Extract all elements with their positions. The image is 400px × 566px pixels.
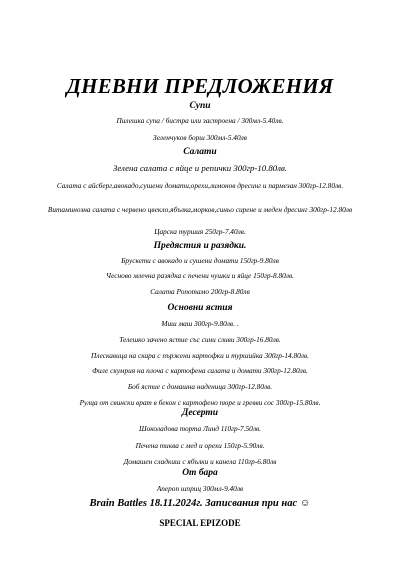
menu-item: Рулца от свински врат в бекон с картофено пюре и гревви сос 300гр-15.80лв. (79, 398, 321, 407)
menu-item: Миш маш 300гр-9.80лв. . (161, 319, 239, 328)
menu-item: Царска туршия 250гр-7.40лв. (154, 227, 246, 236)
section-heading-mains: Основни ястия (167, 303, 233, 313)
section-heading-soups: Супи (189, 101, 211, 111)
special-episode-label: SPECIAL EPIZODE (159, 518, 241, 528)
menu-item: Боб ястие с домашна наденица 300гр-12.80лв. (127, 382, 273, 391)
page-title: ДНЕВНИ ПРЕДЛОЖЕНИЯ (66, 74, 334, 98)
section-heading-starters: Предястия и разядки. (153, 241, 247, 251)
section-heading-salads: Салати (183, 147, 217, 157)
menu-item: Пилешка супа / бистра или застроена / 300мл-5.40лв. (116, 116, 284, 125)
menu-item: Домашен сладкиш с ябълки и канела 110гр-6.80лв (123, 457, 277, 466)
event-announcement: Brain Battles 18.11.2024г. Записвания при нас ☺ (89, 498, 311, 509)
menu-item: Салата Ропотамо 200гр-8.80лв (150, 287, 250, 296)
menu-item: Филе скумрия на плоча с картофена салата и домати 300гр-12.80лв. (92, 366, 308, 375)
menu-item: Шоколадова торта Линд 110гр-7.50лв. (138, 424, 261, 433)
menu-item: Плескавица на скара с пържени картофки и туршийка 300гр-14.80лв. (91, 351, 309, 360)
menu-item: Телешко зачено ястие със сини сливи 300гр-16.80лв. (119, 335, 281, 344)
menu-item: Витаминозна салата с червено цвекло,ябълка,морков,синьо сирене и меден дресинг 300гр-12.80лв (47, 205, 353, 214)
section-heading-desserts: Десерти (181, 408, 219, 418)
menu-item: Апероп шприц 300мл-9.40лв (156, 484, 244, 493)
menu-item: Печена тиква с мед и орехи 150гр-5.90лв. (135, 441, 265, 450)
menu-item: Салата с айсберг,авокадо,сушени домати,орехи,лимонов дресинг и пармезан 300гр-12.80лв. (56, 181, 344, 190)
menu-item: Чесново млечна разядка с печени чушки и яйце 150гр-8.80лв. (106, 271, 294, 280)
menu-item: Зелена салата с яйце и репички 300гр-10.80лв. (113, 163, 287, 173)
menu-item: Брускети с авокадо и сушени домати 150гр-9.80лв (121, 256, 279, 265)
menu-item: Зеленчуков борш 300мл-5.40лв (153, 133, 247, 142)
section-heading-bar: От бара (182, 468, 218, 478)
